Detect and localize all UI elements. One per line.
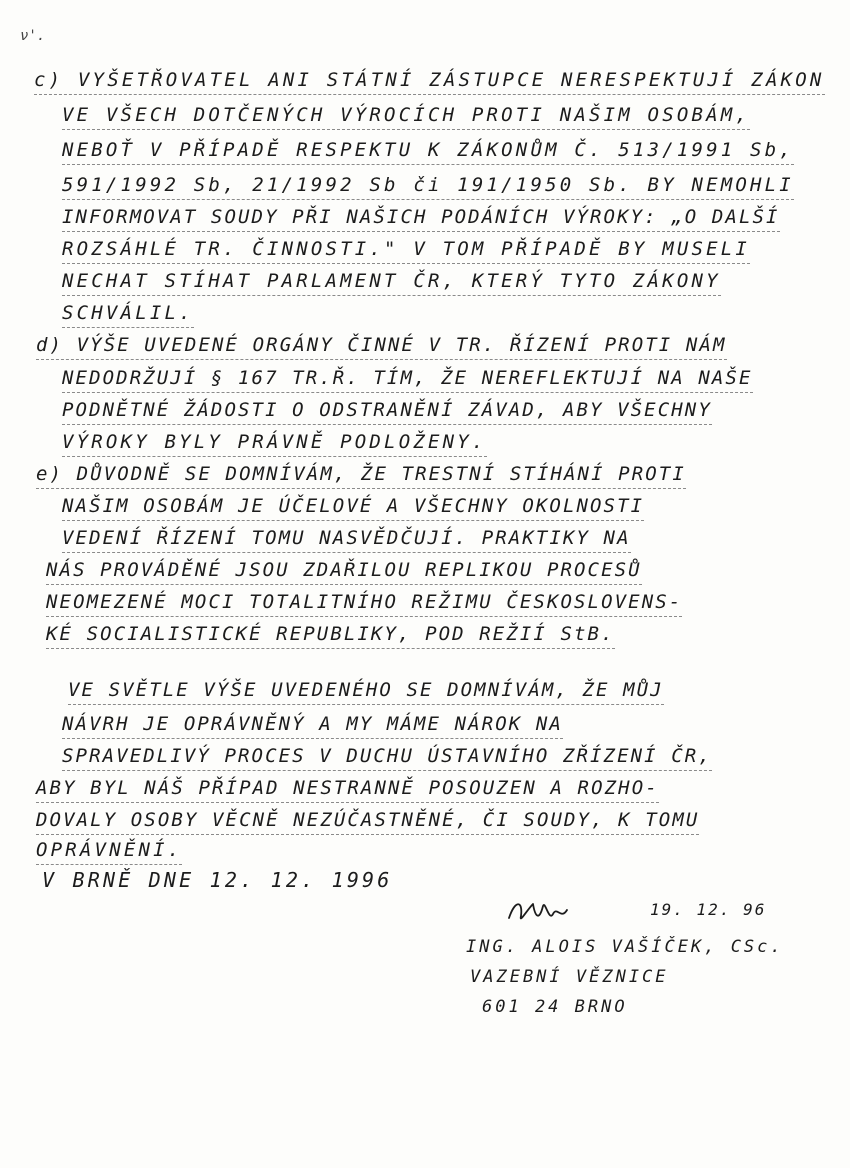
place-date: V BRNĚ DNE 12. 12. 1996 <box>42 868 393 892</box>
paragraph-c-line: VE VŠECH DOTČENÝCH VÝROCÍCH PROTI NAŠIM OSOBÁM, <box>62 103 750 130</box>
signatory-name: ING. ALOIS VAŠÍČEK, CSc. <box>466 937 784 957</box>
signatory-address-line: 601 24 BRNO <box>482 997 628 1017</box>
handwritten-signature <box>505 892 575 928</box>
paragraph-d-line: NEDODRŽUJÍ § 167 TR.Ř. TÍM, ŽE NEREFLEKTUJÍ NA NAŠE <box>62 366 753 393</box>
conclusion-line: DOVALY OSOBY VĚCNĚ NEZÚČASTNĚNÉ, ČI SOUDY, K TOMU <box>36 808 699 835</box>
conclusion-line: ABY BYL NÁŠ PŘÍPAD NESTRANNĚ POSOUZEN A ROZHO- <box>36 776 659 803</box>
signatory-address-line: VAZEBNÍ VĚZNICE <box>470 967 669 987</box>
paragraph-c-line: NEBOŤ V PŘÍPADĚ RESPEKTU K ZÁKONŮM Č. 513/1991 Sb, <box>62 138 794 165</box>
signature-date: 19. 12. 96 <box>650 900 767 919</box>
margin-mark: ν'. <box>20 28 46 44</box>
paragraph-e-line: NAŠIM OSOBÁM JE ÚČELOVÉ A VŠECHNY OKOLNOSTI <box>62 494 644 521</box>
paragraph-e-line: KÉ SOCIALISTICKÉ REPUBLIKY, POD REŽIÍ StB. <box>46 622 615 649</box>
paragraph-d-line: PODNĚTNÉ ŽÁDOSTI O ODSTRANĚNÍ ZÁVAD, ABY VŠECHNY <box>62 398 712 425</box>
paragraph-e-line: NEOMEZENÉ MOCI TOTALITNÍHO REŽIMU ČESKOSLOVENS- <box>46 590 682 617</box>
paragraph-d-line: VÝROKY BYLY PRÁVNĚ PODLOŽENY. <box>62 430 487 457</box>
paragraph-c-line: c) VYŠETŘOVATEL ANI STÁTNÍ ZÁSTUPCE NERESPEKTUJÍ ZÁKON <box>34 68 825 95</box>
paragraph-e-line: NÁS PROVÁDĚNÉ JSOU ZDAŘILOU REPLIKOU PROCESŮ <box>46 558 642 585</box>
paragraph-e-line: VEDENÍ ŘÍZENÍ TOMU NASVĚDČUJÍ. PRAKTIKY NA <box>62 526 631 553</box>
paragraph-c-line: SCHVÁLIL. <box>62 301 194 328</box>
paragraph-d-line: d) VÝŠE UVEDENÉ ORGÁNY ČINNÉ V TR. ŘÍZENÍ PROTI NÁM <box>36 333 727 360</box>
paragraph-c-line: 591/1992 Sb, 21/1992 Sb či 191/1950 Sb. BY NEMOHLI <box>62 173 794 200</box>
conclusion-line: OPRÁVNĚNÍ. <box>36 838 182 865</box>
conclusion-line: SPRAVEDLIVÝ PROCES V DUCHU ÚSTAVNÍHO ZŘÍZENÍ ČR, <box>62 744 712 771</box>
paragraph-c-line: NECHAT STÍHAT PARLAMENT ČR, KTERÝ TYTO ZÁKONY <box>62 269 721 296</box>
paragraph-c-line: INFORMOVAT SOUDY PŘI NAŠICH PODÁNÍCH VÝROKY: „O DALŠÍ <box>62 205 780 232</box>
conclusion-line: NÁVRH JE OPRÁVNĚNÝ A MY MÁME NÁROK NA <box>62 712 563 739</box>
paragraph-e-line: e) DŮVODNĚ SE DOMNÍVÁM, ŽE TRESTNÍ STÍHÁNÍ PROTI <box>36 462 686 489</box>
conclusion-line: VE SVĚTLE VÝŠE UVEDENÉHO SE DOMNÍVÁM, ŽE MŮJ <box>68 678 664 705</box>
paragraph-c-line: ROZSÁHLÉ TR. ČINNOSTI." V TOM PŘÍPADĚ BY MUSELI <box>62 237 750 264</box>
